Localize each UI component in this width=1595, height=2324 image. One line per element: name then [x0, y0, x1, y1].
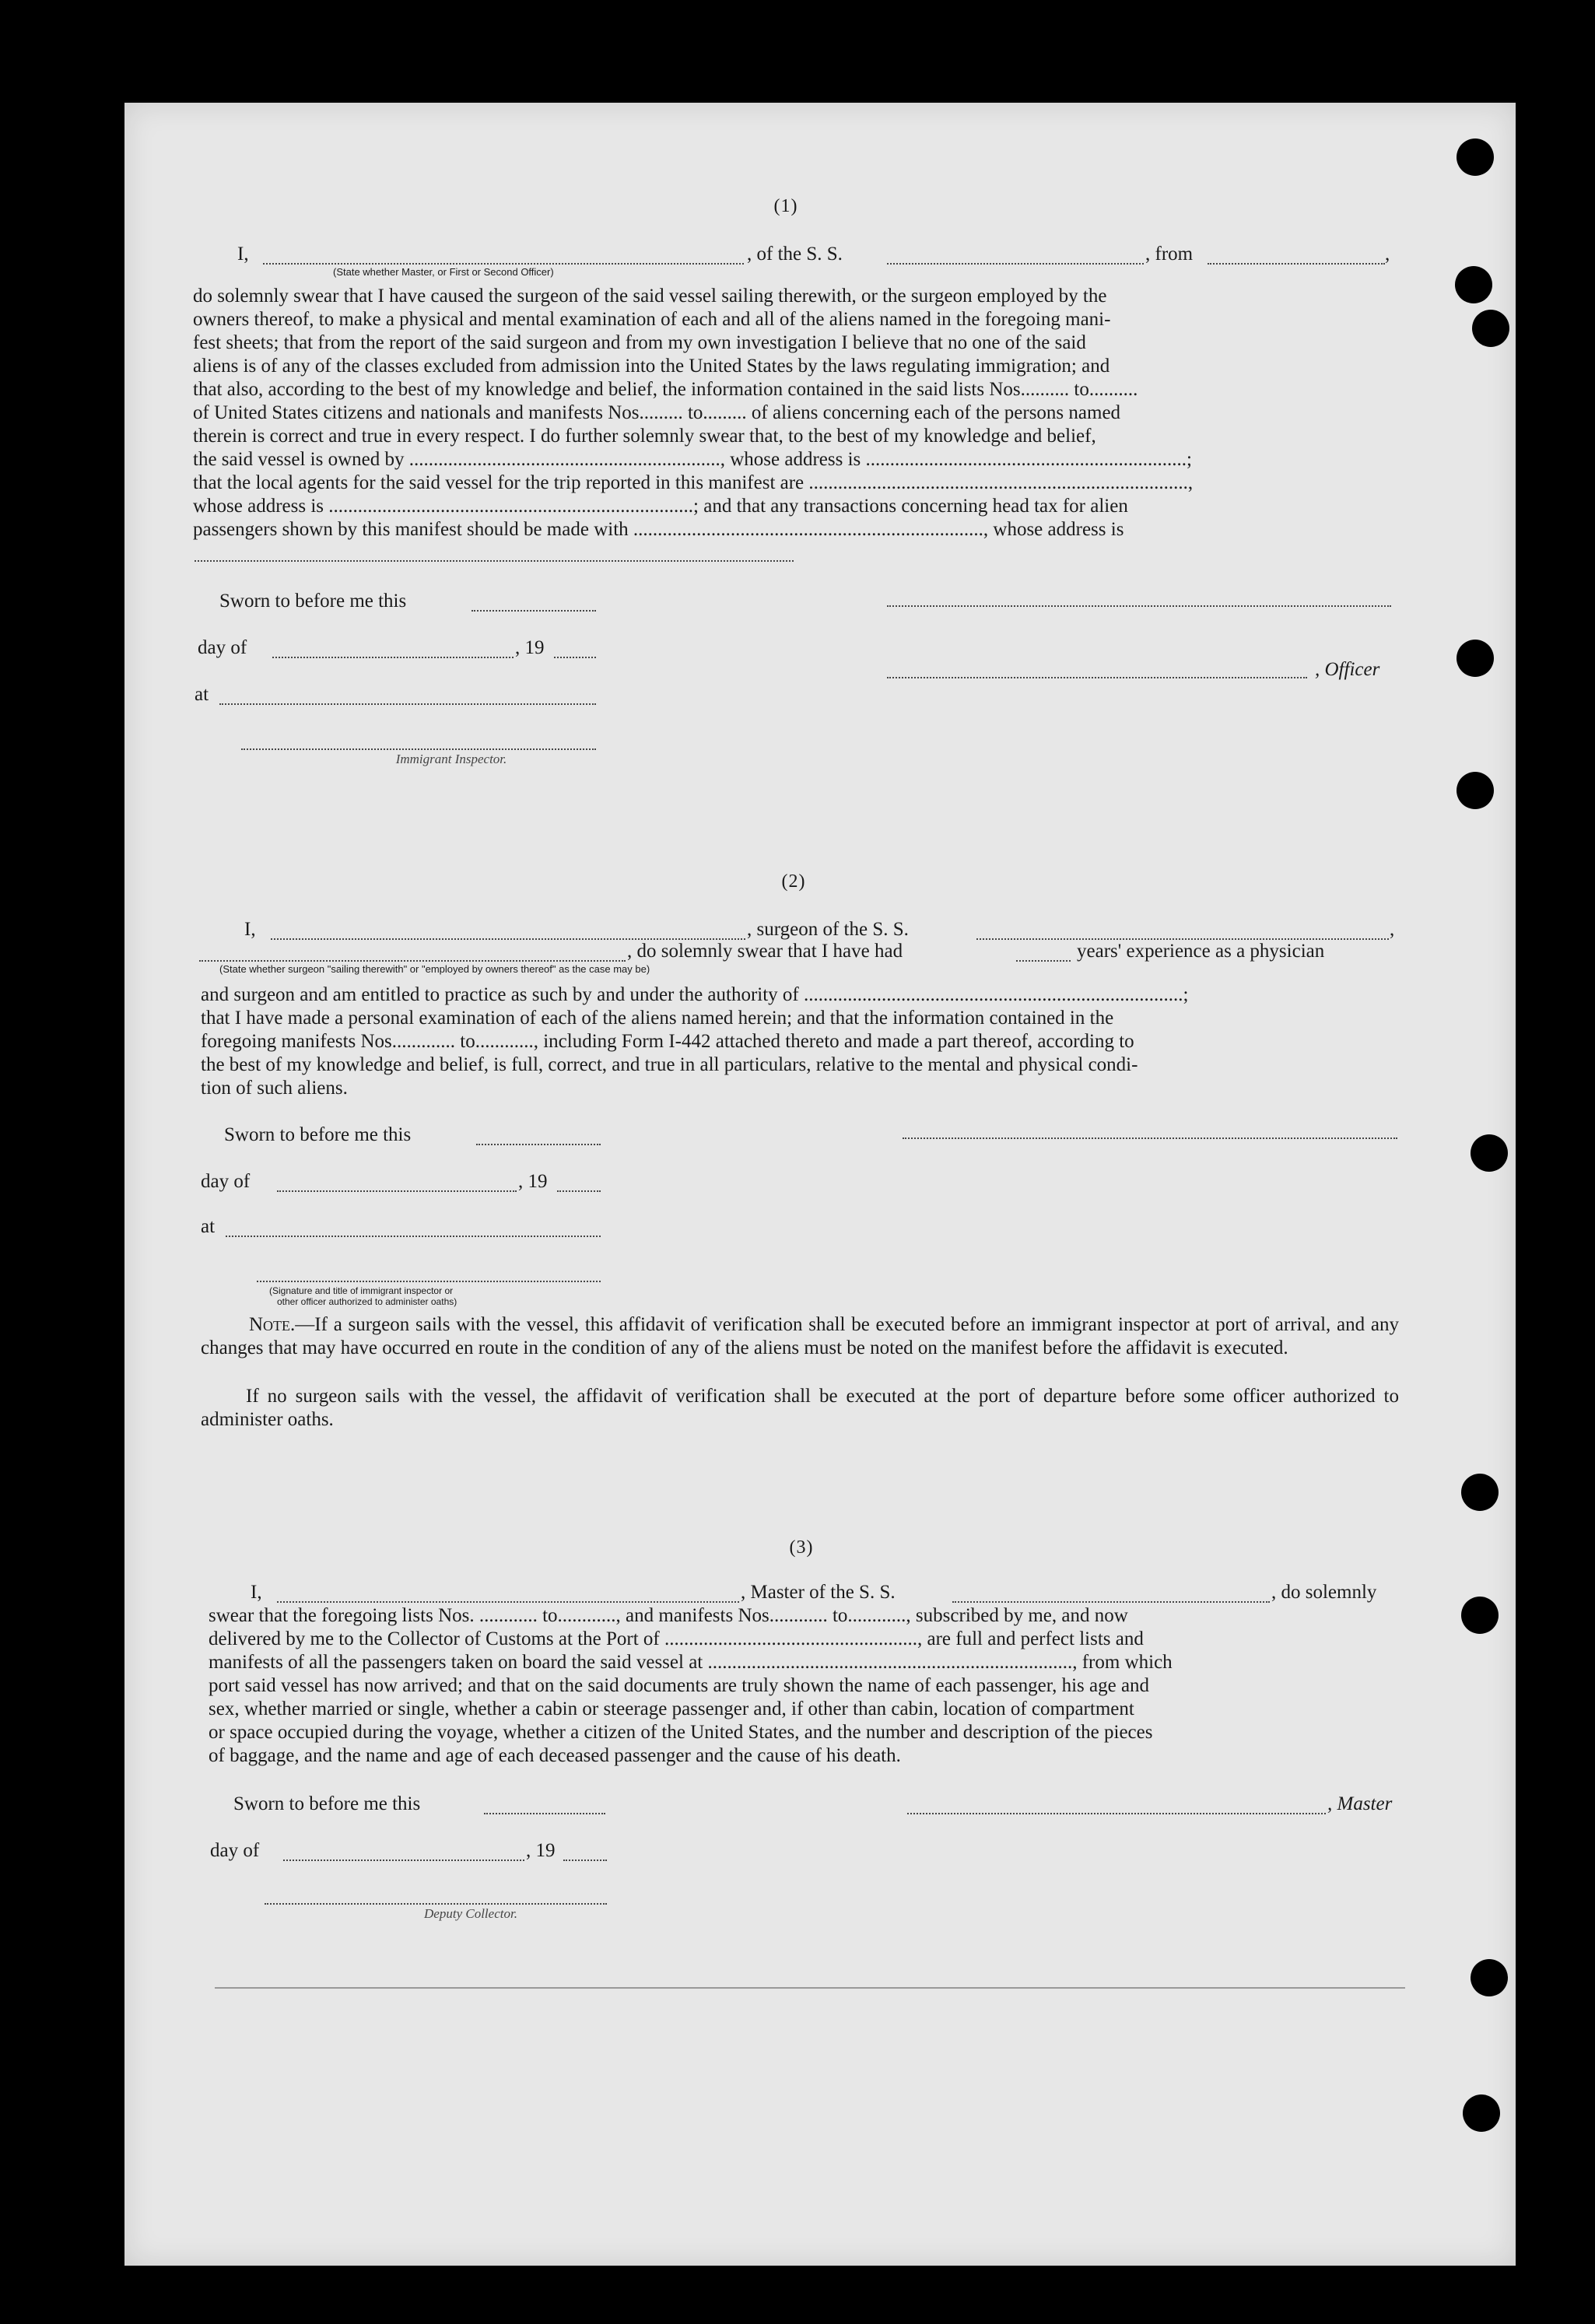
deputy-signature-line[interactable] [265, 1903, 607, 1905]
section-2-number: (2) [781, 871, 806, 892]
day-of-label: day of [198, 637, 247, 658]
swear-label: , do solemnly swear that I have had [627, 941, 903, 962]
punch-hole [1457, 138, 1494, 176]
surgeon-signature-line[interactable] [903, 1137, 1397, 1139]
body-line: or space occupied during the voyage, whether a citizen of the United States, and the number and description of the pieces [209, 1722, 1153, 1743]
sworn-date-field[interactable] [484, 1813, 605, 1814]
body-line: aliens is of any of the classes excluded from admission into the United States by the laws regulating immigration; and [193, 356, 1110, 377]
year-label: , 19 [518, 1171, 548, 1192]
body-line: fest sheets; that from the report of the said surgeon and from my own investigation I believe that no one of the said [193, 332, 1086, 353]
body-line: tion of such aliens. [201, 1078, 348, 1099]
day-of-label: day of [210, 1840, 260, 1861]
punch-hole [1461, 1474, 1499, 1511]
at-place-field[interactable] [226, 1236, 601, 1237]
body-line: passengers shown by this manifest should be made with ........................................................................, whose address is [193, 519, 1124, 540]
sworn-label: Sworn to before me this [233, 1793, 421, 1814]
deputy-caption: Deputy Collector. [424, 1906, 517, 1921]
master-name-field[interactable] [277, 1601, 739, 1603]
punch-hole [1461, 1597, 1499, 1634]
punch-hole [1472, 310, 1509, 347]
month-field[interactable] [277, 1190, 517, 1192]
from-label: , from [1145, 244, 1194, 265]
year-label: , 19 [526, 1840, 556, 1861]
sworn-date-field[interactable] [476, 1144, 601, 1145]
punch-hole [1455, 266, 1492, 303]
section-3-number: (3) [789, 1537, 814, 1558]
body-line: the said vessel is owned by ................................................................, whose address is ..................................................................; [193, 449, 1192, 470]
inspector-signature-line[interactable] [241, 748, 596, 750]
sworn-label: Sworn to before me this [224, 1124, 412, 1145]
ship-label: , of the S. S. [747, 244, 843, 265]
body-line: manifests of all the passengers taken on board the said vessel at ..........................................................................., from which [209, 1652, 1173, 1673]
body-line: that also, according to the best of my knowledge and belief, the information contained in the said lists Nos.......... to.......... [193, 379, 1138, 400]
note-text: —If a surgeon sails with the vessel, this affidavit of verification shall be executed before an immigrant inspector at port of arrival, and any changes that may have occurred en route in the condition of any of the aliens must be noted on the manifest before the affidavit is executed. [201, 1314, 1399, 1358]
month-field[interactable] [283, 1860, 524, 1861]
year-field[interactable] [554, 657, 596, 658]
punch-hole [1457, 772, 1494, 809]
body-line: that the local agents for the said vessel for the trip reported in this manifest are .............................................................................., [193, 472, 1194, 493]
section-2-lead: I, [244, 919, 256, 940]
master-ss-label: , Master of the S. S. [741, 1582, 896, 1603]
master-ship-field[interactable] [952, 1601, 1270, 1603]
body-line: owners thereof, to make a physical and mental examination of each and all of the aliens named in the foregoing mani- [193, 309, 1111, 330]
body-line: whose address is ...........................................................................; and that any transactions concerning head tax for alien [193, 496, 1128, 517]
section-1-number: (1) [773, 196, 798, 216]
head-tax-address-field[interactable] [195, 560, 794, 562]
sworn-date-field[interactable] [471, 610, 596, 612]
punch-hole [1457, 640, 1494, 677]
ship-name-field[interactable] [887, 263, 1144, 265]
at-place-field[interactable] [219, 703, 596, 705]
officer-signature-line-2[interactable] [887, 677, 1307, 678]
note-paragraph [201, 1313, 1399, 1360]
surgeon-status-field[interactable] [199, 960, 626, 962]
note-label: Note. [249, 1314, 296, 1335]
sworn-label: Sworn to before me this [219, 591, 407, 612]
punch-hole [1471, 1959, 1508, 1996]
bottom-rule [215, 1987, 1405, 1989]
officer-label: , Officer [1315, 659, 1380, 680]
body-line: swear that the foregoing lists Nos. ............ to............, and manifests Nos............ to............, subscribed by me, and now [209, 1605, 1128, 1626]
line-end-comma: , [1390, 919, 1395, 940]
section-3-lead: I, [251, 1582, 262, 1603]
body-line: that I have made a personal examination of each of the aliens named herein; and that the information contained in the [201, 1008, 1114, 1029]
line-end-comma: , [1385, 244, 1390, 265]
note-2-paragraph: If no surgeon sails with the vessel, the affidavit of verification shall be executed at the port of departure before some officer authorized to administer oaths. [201, 1386, 1399, 1430]
signature-caption-1: (Signature and title of immigrant inspector or [269, 1285, 454, 1296]
officer-signature-line[interactable] [887, 605, 1391, 607]
from-port-field[interactable] [1208, 263, 1385, 265]
body-line: of baggage, and the name and age of each deceased passenger and the cause of his death. [209, 1745, 901, 1766]
section-1-lead: I, [237, 244, 249, 265]
body-line: foregoing manifests Nos............. to............, including Form I-442 attached thereto and made a part thereof, according to [201, 1031, 1134, 1052]
year-field[interactable] [557, 1190, 601, 1192]
at-label: at [201, 1216, 216, 1237]
body-line: delivered by me to the Collector of Customs at the Port of ...................................................., are full and perfect lists and [209, 1628, 1144, 1649]
body-line: the best of my knowledge and belief, is full, correct, and true in all particulars, relative to the mental and physical condi- [201, 1054, 1138, 1075]
at-label: at [195, 684, 209, 705]
month-field[interactable] [272, 657, 514, 658]
years-field[interactable] [1016, 960, 1071, 962]
do-solemnly-label: , do solemnly [1271, 1582, 1377, 1603]
punch-hole [1471, 1134, 1508, 1172]
punch-hole [1463, 2094, 1500, 2132]
master-signature-line[interactable] [907, 1813, 1326, 1814]
officer-name-field[interactable] [263, 263, 744, 265]
day-of-label: day of [201, 1171, 251, 1192]
body-line: do solemnly swear that I have caused the surgeon of the said vessel sailing therewith, or the surgeon employed by the [193, 286, 1107, 307]
body-line: therein is correct and true in every respect. I do further solemnly swear that, to the best of my knowledge and belief, [193, 426, 1096, 447]
inspector-caption: Immigrant Inspector. [395, 752, 507, 766]
body-line: and surgeon and am entitled to practice as such by and under the authority of ..............................................................................; [201, 984, 1189, 1005]
body-line: of United States citizens and nationals and manifests Nos......... to......... of aliens concerning each of the persons named [193, 402, 1121, 423]
body-line: port said vessel has now arrived; and that on the said documents are truly shown the name of each passenger, his age and [209, 1675, 1150, 1696]
inspector-signature-line[interactable] [257, 1281, 601, 1282]
year-label: , 19 [515, 637, 545, 658]
officer-caption: (State whether Master, or First or Second Officer) [333, 266, 554, 278]
experience-label: years' experience as a physician [1077, 941, 1325, 962]
master-label: , Master [1327, 1793, 1393, 1814]
surgeon-caption: (State whether surgeon "sailing therewith" or "employed by owners thereof" as the case may be) [219, 963, 650, 975]
body-line: sex, whether married or single, whether a cabin or steerage passenger and, if other than cabin, location of compartment [209, 1698, 1134, 1719]
signature-caption-2: other officer authorized to administer oaths) [277, 1296, 457, 1307]
surgeon-ss-label: , surgeon of the S. S. [747, 919, 909, 940]
year-field[interactable] [563, 1860, 607, 1861]
